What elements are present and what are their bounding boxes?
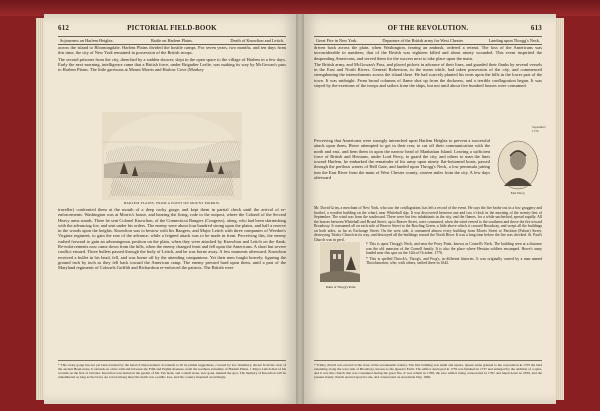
engraving-caption: HARLEM PLAINS, FROM A POINT ON MOUNT MORRIS. <box>123 201 221 205</box>
right-text-top <box>314 45 542 137</box>
left-page-title: PICTORIAL FIELD-BOOK <box>127 24 217 32</box>
left-text-main <box>58 207 286 357</box>
paragraph: driven back across the plain, when Washington, fearing an ambush, ordered a retreat. The loss of the Americans was inconsiderable in numbers; that of the British was eighteen killed and about ninety wounded. This event inspirited the desponding Americans, and served them for the success next to take place upon the main. <box>314 45 542 61</box>
left-page <box>44 14 300 404</box>
portrait-earl-percy <box>496 140 540 190</box>
engraving-harlem-plains <box>102 112 242 200</box>
running-head-item: Battle on Harlem Plains. <box>150 38 194 43</box>
right-page-number: 613 <box>530 24 542 32</box>
paragraph: The British army, and McGowan's Pass, and placed pickets in advance of their lines, and guarded their flanks by several vessels in the East and North Rivers. General Robertson, in the mean while, had taken possession of the city, and commenced strengthening the intrenchments across the island there. He had scarcely planted his tents upon the hills in the lower part of the town. It was midnight. From broad columns of flame shot up from the dockness, and a terrible conflagration began. It was stayed by the exertions of the troops and sailors from the ships, but not until about five hundred houses were consumed. <box>314 61 542 89</box>
page-edges-left <box>36 18 44 400</box>
running-head-item: Landing upon Throgg's Neck. <box>488 38 540 43</box>
paragraph: traveller) confronted them at the mouth of a deep rocky gorge, and kept them in partial check until the arrival of re-enforcements. Washington was at Morris's house, and hearing the firing, rode to the outpost, where the Colonel of the Second Heavy arms stands. There he sent Colonel Knowlton, of the Connecticut Rangers (Congress), along, who had been skirmishing with the advancing foe, and sent under his orders. The enemy were about four hundred strong upon the plains, and half a reserve in the woods upon the heights. Knowlton was to bestow with his Rangers, and Major Leitch with three companies of Weedon's Virginia regiment, to gain the rear of the advance, while a feigned attack was to be made in front. Perceiving this, the enemy rushed forward to gain an advantageous position on the plain, when they were attacked by Knowlton and Leitch on the flank. Re-enforcements now came down from the hills, when the enemy changed front and fell upon the Americans. A short but severe conflict ensued. Three bullets passed through the body of Leitch, and he was borne away. A few moments afterward, Knowlton received a bullet in his head, fell, and was borne off by the attending companions. Yet their men fought bravely, figuring the ground inch by inch as they fell back toward the American camp. The enemy pressed hard upon them, until a part of the Maryland regiments of Colonels Griffith and Richardson re-enforced the patriots. The British were <box>58 207 287 271</box>
paragraph: Mr. David Grim, a merchant of New York, who saw the conflagration, has left a record of the event. He says the fire broke out in a low groggery and brothel, a wooden building on the wharf, near Whitehall slip. It was discovered between one and two o'clock in the morning of the twenty-first of September. The wind was from the southward. There were but few inhabitants in the city, and the flames, for a while unchecked, spread rapidly. All the houses between Whitehall and Broad Street, up to Beaver Street, were consumed, when the wind veered to the southeast and drove the fire toward Broadway. It consumed all on each side of Beaver Street to the Bowling Green, a little above which it crossed Broadway, and swept all the buildings on both sides, as far as Exchange Street. On the west side, it consumed almost every building from Morris Street to Partition (Fulton) Street, destroying Trinity Church in its way, and destroyed all the buildings toward the North River. It was a long time before the fire was checked. St. Paul's Church was in peril. <box>314 206 542 242</box>
right-page-header <box>314 24 542 34</box>
paragraph: The second prisoner from the city, drenched by a sudden shower, slept in the open space to the village of Harlem in a few days. Early the next morning, intelligence came that a British force, under Brigadier Leslie, was making its way by McGowan's pass to Harlem Plains. The little garrisons at Mount Morris and Harlow Cove (Monkey <box>58 56 286 73</box>
running-head-item: Departure of the British army for West Chester. <box>382 38 464 43</box>
margin-note: September 1776. <box>532 125 546 133</box>
left-footnotes <box>58 360 286 399</box>
right-footnote-block <box>314 206 542 242</box>
right-footnotes <box>314 360 542 399</box>
engraving-throggs-point <box>318 240 362 284</box>
running-head-item: Death of Knowlton and Leitch. <box>230 38 284 43</box>
right-page-running-head <box>314 36 542 45</box>
left-page-number: 612 <box>58 24 70 32</box>
footnote: * Trinity church was erected at the close of the seventeenth century. The first building was small and square. Queen Anne granted to the corporation in 1705 the land extending along the west side of Broadway, known as the Queen's Farm. The edifice destroyed in 1776 was finished in 1737 and enlarged by the addition of a spire, and it was this church that was consumed during the great fire. It was rebuilt in 1788, the new edifice being consecrated in 1791 and taken down in 1839, and the present stately church erected upon its site, and consecrated on Ascension Day, 1846. <box>314 363 542 380</box>
paragraph: † This is upon Throgg's Neck, and near the Ferry Point, known as Cornell's Neck. The building seen at a distance was the old mansion of the Cornell family. It is also the place where Hessian soldiers encamped. Howe's army landed near this spot on the 12th of October, 1776. <box>366 242 542 255</box>
right-page <box>300 14 556 404</box>
right-text-middle <box>314 138 490 202</box>
paragraph: Perceiving that Americans were strongly intrenched upon Harlem Heights to prevent a successful attack upon them, Howe attempted to get in their rear, to cut off their communication with the north and east, and hem them in upon the narrow head of Manhattan Island. Leaving a sufficient force of British and Hessians, under Lord Percy, to guard the city, and others to man the lines toward Harlem, he embarked the remainder of his army upon ninety flat-bottomed boats, passed through the perilous waters of Hell Gate, and landed upon Throgg's Neck, a low peninsula jutting into the East River from the main of West Chester county, sixteen miles from the city. A few days afterward <box>314 138 490 181</box>
footnote: * This rocky gorge has not yet been touched by the hand of improvement. It extends to all its primal ruggedness, covered by low shrubbery, shown from the crest of the ancient Bend-stone. It extends on a line with and between the Fifth and Eighth Avenues, from the northern extremity of Harlem Plains. † Major Leitch died of his wounds on the first of October. Knowlton was buried in the garden of Mr. Van Iseni, and a small stone, now gone, marked the spot. The memory of Knowlton will be remembered as long as the brave are loved among men; his death was a public loss, and the country mourned accordingly. <box>58 363 286 380</box>
page-edges-right <box>556 18 564 400</box>
book-gutter <box>296 14 304 404</box>
left-page-running-head <box>58 36 286 45</box>
running-head-item: Sojourners on Harlem Heights. <box>60 38 114 43</box>
right-page-title: OF THE REVOLUTION. <box>387 24 469 32</box>
left-page-header <box>58 24 286 34</box>
right-text-beside-figure <box>366 242 542 298</box>
paragraph: * This is spelled Throck's, Throg's, and Frog's, in different histories. It was originally owned by a man named Throckmorton, who, with others, settled there in 1642. <box>366 256 542 265</box>
figure-caption: Ruins of Throgg's Point. <box>325 285 357 289</box>
portrait-caption: Earl Percy. <box>510 191 526 195</box>
left-text-top <box>58 45 286 107</box>
paragraph: across the island to Bloomingdale. Harlem Plains divided the hostile camps. For seven years, two months, and ten days from this time, the city of New York remained in possession of the British troops. <box>58 45 286 56</box>
running-head-item: Great Fire in New York. <box>316 38 358 43</box>
